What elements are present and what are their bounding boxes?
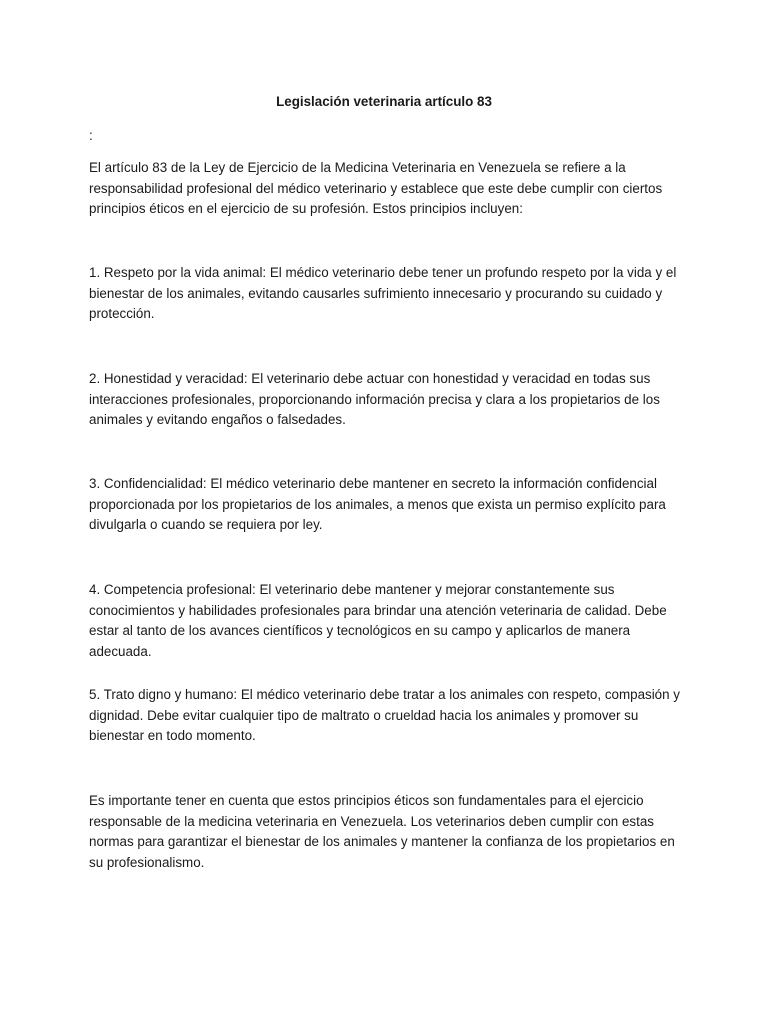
principle-respeto: 1. Respeto por la vida animal: El médico veterinario debe tener un profundo respeto por la vida y el bienestar de los animales, evitando causarles sufrimiento innecesario y procurando su cuidado y protección. (89, 265, 677, 322)
principle-competencia: 4. Competencia profesional: El veterinario debe mantener y mejorar constantemente sus conocimientos y habilidades profesionales para brindar una atención veterinaria de calidad. Debe estar al tanto de los avances científicos y tecnológicos en su campo y aplicarlos de manera adecuada. (89, 582, 667, 659)
conclusion-paragraph: Es importante tener en cuenta que estos principios éticos son fundamentales para el ejercicio responsable de la medicina veterinaria en Venezuela. Los veterinarios deben cumplir con estas normas para garantizar el bienestar de los animales y mantener la confianza de los propietarios en su profesionalismo. (89, 793, 675, 870)
document-title: Legislación veterinaria artículo 83 (276, 94, 492, 109)
principle-trato-digno: 5. Trato digno y humano: El médico veterinario debe tratar a los animales con respeto, compasión y dignidad. Debe evitar cualquier tipo de maltrato o crueldad hacia los animales y promover su bienestar en todo momento. (89, 687, 680, 744)
intro-paragraph: El artículo 83 de la Ley de Ejercicio de la Medicina Veterinaria en Venezuela se refiere a la responsabilidad profesional del médico veterinario y establece que este debe cumplir con ciertos principios éticos en el ejercicio de su profesión. Estos principios incluyen: (89, 160, 663, 217)
principle-honestidad: 2. Honestidad y veracidad: El veterinario debe actuar con honestidad y veracidad en todas sus interacciones profesionales, proporcionando información precisa y clara a los propietarios de los animales y evitando engaños o falsedades. (89, 371, 660, 428)
principle-confidencialidad: 3. Confidencialidad: El médico veterinario debe mantener en secreto la información confidencial proporcionada por los propietarios de los animales, a menos que exista un permiso explícito para divulgarla o cuando se requiera por ley. (89, 476, 666, 533)
colon-mark: : (89, 128, 93, 143)
